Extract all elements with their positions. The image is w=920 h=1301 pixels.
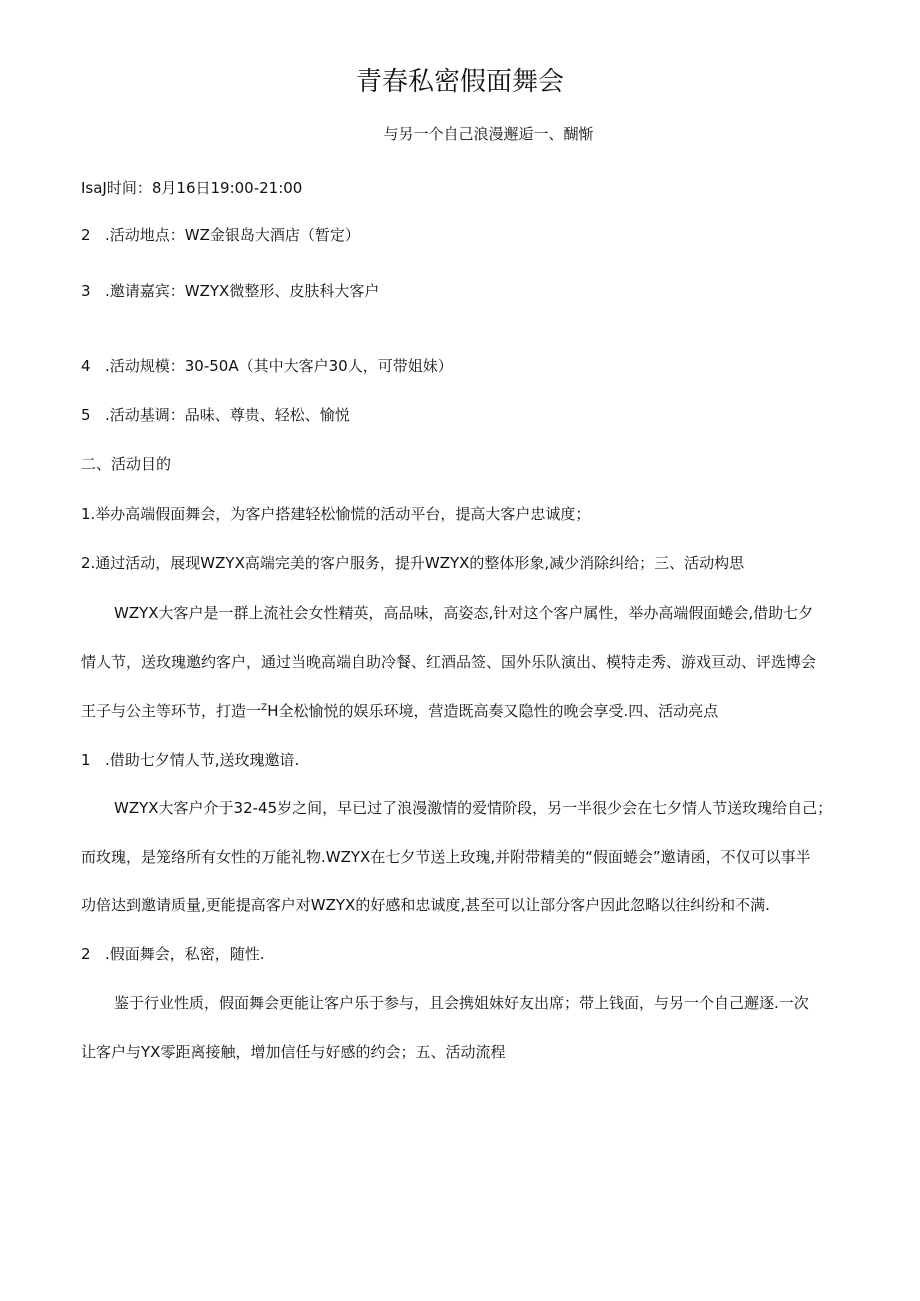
- concept-paragraph-line-3: [81, 700, 860, 722]
- highlight-number: 1: [81, 751, 91, 769]
- info-item-number: 5: [81, 406, 91, 424]
- concept-paragraph-line-2: 情人节，送玫瑰邀约客户，通过当晚高端自助冷餐、红酒品签、国外乐队演出、模特走秀、游戏亘动、评选博会: [81, 653, 817, 671]
- info-item-tone: [81, 404, 860, 426]
- highlight-1-line-3: 功倍达到邀请质量,更能提高客户对WZYX的好感和忠诚度,甚至可以让部分客户因此忽略以往纠纷和不满.: [81, 896, 770, 914]
- info-item-scale: [81, 355, 860, 377]
- info-time: IsaJ时间：8月16日19:00-21:00: [81, 179, 303, 197]
- info-item-number: 3: [81, 282, 91, 300]
- highlight-number: 2: [81, 945, 91, 963]
- highlight-1-title: [81, 749, 860, 771]
- concept-text-part-b: H全松愉悦的娱乐环境，营造既高奏又隐性的晚会享受.四、活动亮点: [267, 702, 719, 720]
- info-item-number: 4: [81, 357, 91, 375]
- page-title: 青春私密假面舞会: [355, 67, 564, 97]
- info-item-text: .活动基调：品味、尊贵、轻松、愉悦: [105, 406, 350, 424]
- highlight-2-title: [81, 943, 860, 965]
- info-item-guests: [81, 280, 860, 302]
- info-item-text: .邀请嘉宾：WZYX微整形、皮肤科大客户: [105, 282, 380, 300]
- purpose-item-1: 1.举办高端假面舞会，为客户搭建轻松愉慌的活动平台，提高大客户忠诚度；: [81, 505, 591, 523]
- highlight-title-text: .借助七夕情人节,送玫瑰邀谙.: [105, 751, 300, 769]
- concept-superscript: Z: [261, 703, 268, 713]
- highlight-2-line-1: 鉴于行业性质，假面舞会更能让客户乐于参与，且会携姐妹好友出席；带上钱面，与另一个自己邂逐.一次: [114, 994, 809, 1012]
- page-subtitle: 与另一个自己浪漫邂逅一、醐惭: [383, 125, 594, 143]
- purpose-item-2: 2.通过活动，展现WZYX高端完美的客户服务，提升WZYX的整体形象,减少消除纠给；三、活动构思: [81, 554, 745, 572]
- concept-paragraph-line-1: WZYX大客户是一群上流社会女性精英，高品味，高姿态,针对这个客户属性，举办高端假面蜷会,借助七夕: [114, 604, 814, 622]
- highlight-1-line-1: WZYX大客户介于32-45岁之间，早已过了浪漫激情的爱情阶段，另一半很少会在七夕情人节送玫瑰给自己；: [114, 799, 833, 817]
- highlight-1-line-2: 而玫瑰，是笼络所有女性的万能礼物.WZYX在七夕节送上玫瑰,并附带精美的“假面蜷会”邀请函，不仅可以事半: [81, 848, 811, 866]
- info-item-number: 2: [81, 226, 91, 244]
- info-item-text: .活动规模：30-50A（其中大客户30人，可带姐妹）: [105, 357, 453, 375]
- info-item-location: [81, 224, 860, 246]
- concept-text-part-a: 王子与公主等环节，打造一: [81, 702, 262, 720]
- section-heading-purpose: 二、活动目的: [81, 455, 172, 473]
- highlight-title-text: .假面舞会，私密，随性.: [105, 945, 265, 963]
- info-item-text: .活动地点：WZ金银岛大酒店（暂定）: [105, 226, 360, 244]
- highlight-2-line-2: 让客户与YX零距离接触，增加信任与好感的约会；五、活动流程: [81, 1043, 506, 1061]
